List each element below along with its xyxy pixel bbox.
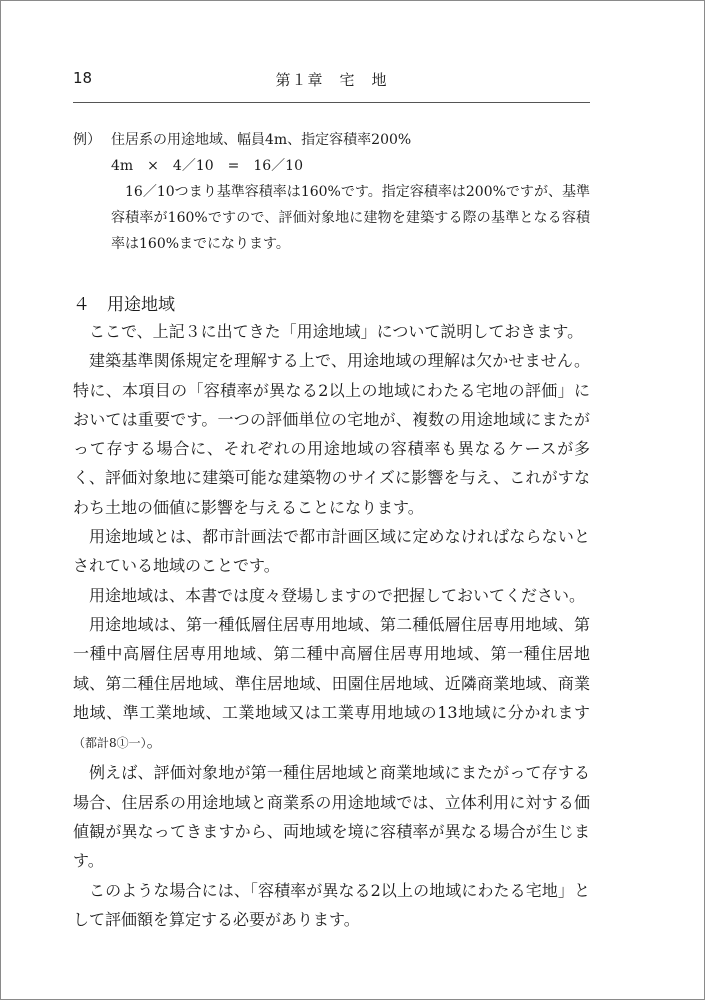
paragraph-5: [73, 610, 590, 758]
example-explanation: [73, 179, 590, 257]
header-rule: [73, 102, 590, 103]
body-text: [73, 317, 590, 934]
section-title: 用途地域: [107, 295, 175, 315]
example-label: 例）: [73, 132, 101, 148]
paragraph-2: 建築基準関係規定を理解する上で、用途地域の理解は欠かせません。特に、本項目の「容積率が異なる2以上の地域にわたる宅地の評価」においては重要です。一つの評価単位の宅地が、複数の用途地域にまたがって存する場合に、それぞれの用途地域の容積率も異なるケースが多く、評価対象地に建築可能な建築物のサイズに影響を与え、これがすなわち土地の価値に影響を与えることになります。: [73, 351, 590, 517]
example-first-line: [73, 127, 590, 153]
running-header: [73, 69, 590, 97]
example-explanation-text: 16／10つまり基準容積率は160%です。指定容積率は200%ですが、基準容積率が160%ですので、評価対象地に建物を建築する際の基準となる容積率は160%までになります。: [111, 184, 590, 252]
paragraph-4: 用途地域は、本書では度々登場しますので把握しておいてください。: [89, 585, 586, 605]
example-condition: 住居系の用途地域、幅員4m、指定容積率200%: [111, 132, 412, 148]
chapter-title: 第１章 宅 地: [275, 71, 388, 89]
paragraph-6: 例えば、評価対象地が第一種住居地域と商業地域にまたがって存する場合、住居系の用途地域と商業系の用途地域では、立体利用に対する価値観が異なってきますから、両地域を境に容積率が異なる場合が生じます。: [73, 763, 590, 871]
law-reference: （都計8①一）: [73, 736, 147, 751]
page-number: 18: [73, 69, 93, 87]
section-heading: [73, 290, 175, 315]
paragraph-3: 用途地域とは、都市計画法で都市計画区域に定めなければならないとされている地域のことです。: [73, 527, 590, 576]
paragraph-1: ここで、上記３に出てきた「用途地域」について説明しておきます。: [89, 322, 584, 341]
section-number: ４: [73, 295, 90, 315]
example-block: [73, 127, 590, 257]
paragraph-7: このような場合には、「容積率が異なる2以上の地域にわたる宅地」として評価額を算定する必要があります。: [73, 880, 590, 929]
paragraph-5-main: 用途地域は、第一種低層住居専用地域、第二種低層住居専用地域、第一種中高層住居専用地域、第二種中高層住居専用地域、第一種住居地域、第二種住居地域、準住居地域、田園住居地域、近隣商業地域、商業地域、準工業地域、工業地域又は工業専用地域の13地域に分かれます: [73, 614, 590, 722]
paragraph-5-end: 。: [146, 732, 163, 752]
example-formula: 4m × 4／10 = 16／10: [111, 158, 303, 174]
